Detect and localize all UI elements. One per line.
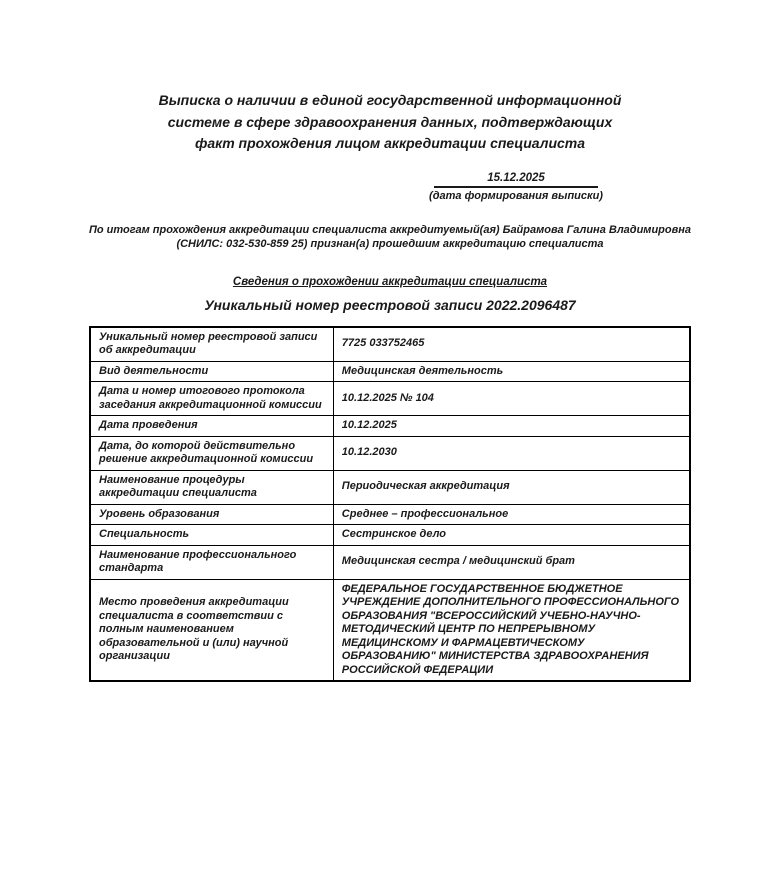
table-row-value: 10.12.2025 xyxy=(333,416,690,437)
table-row xyxy=(90,504,690,525)
table-row-label: Наименование профессионального стандарта xyxy=(90,545,333,579)
table-row-value: 7725 033752465 xyxy=(333,327,690,362)
table-row-label: Дата, до которой действительно решение аккредитационной комиссии xyxy=(90,436,333,470)
table-row-value: Медицинская сестра / медицинский брат xyxy=(333,545,690,579)
table-row-value: 10.12.2030 xyxy=(333,436,690,470)
document-title: Выписка о наличии в единой государственной информационной системе в сфере здравоохранения данных, подтверждающих факт прохождения лицом аккредитации специалиста xyxy=(158,92,622,151)
table-row xyxy=(90,470,690,504)
table-row-label: Уровень образования xyxy=(90,504,333,525)
table-row xyxy=(90,416,690,437)
table-row-value: ФЕДЕРАЛЬНОЕ ГОСУДАРСТВЕННОЕ БЮДЖЕТНОЕ УЧРЕЖДЕНИЕ ДОПОЛНИТЕЛЬНОГО ПРОФЕССИОНАЛЬНОГО ОБРАЗОВАНИЯ "ВСЕРОССИЙСКИЙ УЧЕБНО-НАУЧНО-МЕТОДИЧЕСКИЙ ЦЕНТР ПО НЕПРЕРЫВНОМУ МЕДИЦИНСКОМУ И ФАРМАЦЕВТИЧЕСКОМУ ОБРАЗОВАНИЮ" МИНИСТЕРСТВА ЗДРАВООХРАНЕНИЯ РОССИЙСКОЙ ФЕДЕРАЦИИ xyxy=(333,579,690,681)
table-row-value: Медицинская деятельность xyxy=(333,361,690,382)
table-row-label: Место проведения аккредитации специалиста в соответствии с полным наименованием образовательной и (или) научной организации xyxy=(90,579,333,681)
table-row xyxy=(90,579,690,681)
table-row xyxy=(90,327,690,362)
extract-date: 15.12.2025 xyxy=(434,172,598,188)
table-row-value: Среднее – профессиональное xyxy=(333,504,690,525)
table-row xyxy=(90,525,690,546)
table-row-label: Вид деятельности xyxy=(90,361,333,382)
table-row-label: Специальность xyxy=(90,525,333,546)
table-row-label: Наименование процедуры аккредитации специалиста xyxy=(90,470,333,504)
table-row-value: Сестринское дело xyxy=(333,525,690,546)
extract-date-caption: (дата формирования выписки) xyxy=(429,189,603,202)
table-row xyxy=(90,361,690,382)
table-row-value: 10.12.2025 № 104 xyxy=(333,382,690,416)
date-block xyxy=(429,171,603,202)
accreditation-table xyxy=(89,326,691,683)
table-row xyxy=(90,545,690,579)
registry-number-heading: Уникальный номер реестровой записи 2022.2096487 xyxy=(204,296,576,313)
intro-paragraph: По итогам прохождения аккредитации специалиста аккредитуемый(ая) Байрамова Галина Владимировна (СНИЛС: 032-530-859 25) признан(а) прошедшим аккредитацию специалиста xyxy=(88,223,692,250)
section-heading: Сведения о прохождении аккредитации специалиста xyxy=(232,275,548,288)
table-row-value: Периодическая аккредитация xyxy=(333,470,690,504)
table-row-label: Уникальный номер реестровой записи об аккредитации xyxy=(90,327,333,362)
accreditation-table-body xyxy=(90,327,690,682)
table-row xyxy=(90,382,690,416)
table-row-label: Дата и номер итогового протокола заседания аккредитационной комиссии xyxy=(90,382,333,416)
table-row-label: Дата проведения xyxy=(90,416,333,437)
table-row xyxy=(90,436,690,470)
